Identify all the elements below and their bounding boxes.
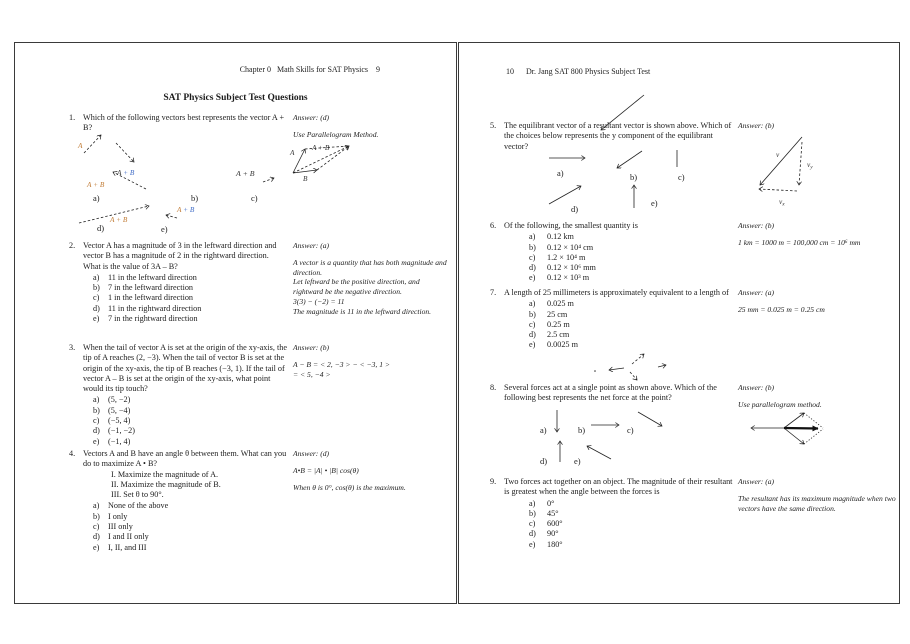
q8-option-diagrams: [540, 410, 662, 466]
vector-label: A + B: [177, 205, 195, 214]
vector-arrow: [549, 186, 581, 204]
vector-arrow: [617, 151, 642, 168]
question-number: 8.: [490, 383, 497, 392]
option-text: (−1, 4): [108, 436, 131, 446]
option-letter: c): [93, 416, 100, 426]
option-letter: d): [93, 532, 100, 542]
option-row: [529, 519, 892, 529]
option-text: 11 in the rightward direction: [108, 303, 202, 313]
q1-option-d-vector-diagram: [79, 206, 149, 224]
option-row: [93, 543, 461, 553]
vector-label: B: [303, 174, 308, 183]
question-number: 4.: [69, 449, 76, 458]
page-left-header: Chapter 0 Math Skills for SAT Physics 9: [239, 65, 380, 74]
option-text: 11 in the leftward direction: [108, 272, 197, 282]
question-text: Two forces act together on an object. The magnitude of their resultant is greatest when the angle between the forces is: [504, 477, 733, 497]
option-row: [93, 501, 461, 511]
option-letter: e): [93, 314, 100, 324]
option-letter: b): [93, 511, 100, 521]
question-1: [69, 113, 461, 139]
option-row: [529, 263, 892, 273]
option-text: 2.5 cm: [547, 330, 570, 340]
option-row: [93, 426, 461, 436]
option-row: [93, 416, 461, 426]
vector-arrow: [293, 149, 305, 173]
q1-option-e-label: e): [161, 224, 168, 234]
option-letter: e): [93, 542, 100, 552]
force-arrow: [632, 354, 644, 364]
option-text: 1 in the leftward direction: [108, 293, 194, 303]
explanation-line: 25 mm = 0.025 m = 0.25 cm: [738, 304, 825, 314]
option-text: III only: [108, 522, 133, 532]
option-row: [529, 273, 892, 283]
vector-arrow: [293, 170, 317, 173]
parallelogram-side: [317, 146, 349, 170]
option-row: [93, 532, 461, 542]
option-text: 7 in the rightward direction: [108, 314, 198, 324]
vector-label: A + B: [110, 215, 128, 224]
page-right-header: 10 Dr. Jang SAT 800 Physics Subject Test: [506, 67, 651, 76]
q5-option-c-label: c): [678, 172, 685, 182]
vector-arrow: [263, 178, 274, 182]
question-text: Vectors A and B have an angle θ between them. What can you do to maximize A • B?: [83, 449, 287, 469]
force-arrow: [609, 368, 624, 370]
vector-label: v: [776, 150, 780, 159]
option-row: [529, 253, 892, 263]
question-6: [490, 221, 892, 284]
vector-arrow: [116, 143, 134, 162]
net-force-arrow: [784, 428, 818, 429]
vector-arrow: [79, 206, 149, 223]
answer-label: Answer: (b): [738, 121, 775, 130]
option-letter: d): [93, 426, 100, 436]
option-row: [93, 395, 461, 405]
question-number: 1.: [69, 113, 76, 122]
option-text: 7 in the leftward direction: [108, 283, 194, 293]
option-row: [529, 330, 892, 340]
option-text: 0.025 m: [547, 299, 574, 309]
option-letter: c): [93, 293, 100, 303]
question-number: 2.: [69, 241, 76, 250]
parallelogram-side: [305, 146, 349, 149]
force-arrow: [784, 428, 804, 444]
option-text: (5, −2): [108, 395, 131, 405]
answer-label: Answer: (b): [738, 221, 775, 230]
vector-arrow: [587, 446, 611, 459]
option-letter: b): [529, 242, 536, 252]
option-text: 0.12 × 10⁶ mm: [547, 263, 596, 273]
vector-label: A + B: [236, 169, 255, 178]
question-text: Of the following, the smallest quantity is: [504, 221, 638, 230]
answer-label: Answer: (b): [293, 343, 330, 352]
option-text: 0.25 m: [547, 319, 570, 329]
option-letter: a): [93, 501, 100, 511]
q1-option-b-label: b): [191, 193, 199, 203]
option-letter: d): [529, 529, 536, 539]
statement-line: II. Maximize the magnitude of B.: [111, 479, 221, 489]
option-row: [529, 529, 892, 539]
option-row: [529, 320, 892, 330]
option-text: 90°: [547, 529, 559, 539]
vector-label: A: [78, 141, 83, 150]
resultant-arrow: [293, 146, 349, 173]
force-arrow: [784, 413, 804, 428]
q1-answer-parallelogram-figure: [289, 143, 349, 183]
explanation-line: Use parallelogram method.: [738, 399, 822, 409]
option-text: 600°: [547, 519, 563, 529]
option-letter: e): [529, 340, 536, 350]
answer-label: Answer: (d): [293, 449, 330, 458]
explanation-line: = < 5, −4 >: [293, 369, 331, 379]
question-9: [490, 477, 896, 550]
answer-label: Answer: (a): [738, 477, 775, 486]
question-7: [490, 288, 892, 351]
question-number: 6.: [490, 221, 497, 230]
q8-option-a-label: a): [540, 425, 547, 435]
option-text: 45°: [547, 508, 559, 518]
option-letter: e): [529, 273, 536, 283]
option-text: (−1, −2): [108, 426, 135, 436]
explanation-line: Let leftward be the positive direction, and rightward be the negative direction.: [293, 277, 420, 297]
answer-label: Answer: (a): [293, 241, 330, 250]
q8-option-d-label: d): [540, 456, 548, 466]
option-letter: b): [529, 508, 536, 518]
option-text: 0.0025 m: [547, 340, 578, 350]
option-text: I and II only: [108, 532, 149, 542]
option-text: 0.12 × 10⁴ cm: [547, 242, 594, 252]
option-letter: e): [93, 436, 100, 446]
option-text: I only: [108, 511, 128, 521]
q1-option-c-label: c): [251, 193, 258, 203]
option-letter: c): [529, 252, 536, 262]
q8-option-e-label: e): [574, 456, 581, 466]
q1-option-e-vector-diagram: [166, 205, 195, 218]
force-arrow: [658, 365, 666, 367]
option-letter: a): [529, 232, 536, 242]
q5-option-b-label: b): [630, 172, 638, 182]
q5-option-diagrams: [549, 150, 685, 214]
parallelogram-side: [804, 413, 823, 428]
question-number: 3.: [69, 343, 76, 352]
explanation-line: When θ is 0°, cos(θ) is the maximum.: [293, 482, 406, 492]
question-text: Which of the following vectors best represents the vector A + B?: [83, 113, 285, 133]
option-row: [529, 540, 892, 550]
option-letter: c): [93, 522, 100, 532]
vector-label: A + B: [117, 168, 135, 177]
question-text: Vector A has a magnitude of 3 in the leftward direction and vector B has a magnitude of 2 in the rightward direction. What is the value of 3A – B?: [83, 241, 277, 271]
vector-vx-arrow: [759, 189, 797, 191]
q1-option-b-vector-diagram: [77, 135, 135, 177]
option-row: [93, 437, 461, 447]
question-8: [490, 383, 892, 409]
vector-label: A + B: [87, 180, 105, 189]
option-letter: a): [529, 299, 536, 309]
q1-option-d-label: d): [97, 223, 105, 233]
option-letter: e): [529, 539, 536, 549]
force-arrow: [630, 372, 637, 380]
option-row: [93, 522, 461, 532]
option-text: 0°: [547, 498, 555, 508]
question-text: The equilibrant vector of a resultant vector is shown above. Which of the choices below represents the y component of the equilibrant vector?: [504, 121, 732, 151]
option-letter: b): [93, 405, 100, 415]
page-right: [458, 42, 900, 604]
force-point-mark: [594, 370, 596, 372]
option-letter: c): [529, 519, 536, 529]
answer-label: Answer: (d): [293, 113, 330, 122]
vector-arrow: [638, 412, 662, 426]
option-letter: b): [93, 283, 100, 293]
explanation-line: The resultant has its maximum magnitude when two vectors have the same direction.: [738, 493, 896, 513]
answer-label: Answer: (b): [738, 383, 775, 392]
option-letter: d): [529, 330, 536, 340]
option-text: 0.12 × 10³ m: [547, 273, 590, 283]
parallelogram-side: [804, 429, 823, 444]
question-5: [490, 121, 892, 152]
option-row: [529, 340, 892, 350]
question-text: Several forces act at a single point as shown above. Which of the following best represents the net force at the point?: [504, 383, 717, 403]
option-letter: a): [93, 272, 100, 282]
option-letter: d): [529, 263, 536, 273]
option-text: None of the above: [108, 501, 169, 511]
vector-arrow: [166, 215, 177, 218]
option-text: 25 cm: [547, 309, 568, 319]
question-number: 5.: [490, 121, 497, 130]
q8-forces-at-point-figure: [594, 354, 666, 380]
q8-answer-parallelogram-figure: [751, 413, 823, 444]
question-3: [69, 343, 461, 447]
explanation-line: A − B = < 2, −3 > − < −3, 1 >: [293, 359, 391, 369]
q1-option-c-vector-diagram: [235, 169, 274, 182]
explanation-line: Use Parallelogram Method.: [293, 129, 379, 139]
option-text: 0.12 km: [547, 232, 574, 242]
question-4: [69, 449, 461, 553]
question-2: [69, 241, 461, 324]
option-letter: b): [529, 309, 536, 319]
question-number: 7.: [490, 288, 497, 297]
option-text: (5, −4): [108, 405, 131, 415]
explanation-line: A vector is a quantity that has both magnitude and direction.: [293, 257, 447, 277]
q1-option-a-label: a): [93, 193, 100, 203]
option-text: (−5, 4): [108, 416, 131, 426]
option-row: [93, 512, 461, 522]
page-left: [14, 42, 457, 604]
vector-label: A + B: [312, 143, 330, 152]
option-letter: a): [93, 395, 100, 405]
vector-label: vx: [779, 197, 785, 208]
vector-label: A: [290, 148, 295, 157]
q5-option-d-label: d): [571, 204, 579, 214]
option-letter: d): [93, 303, 100, 313]
option-text: 1.2 × 10⁴ m: [547, 252, 586, 262]
option-text: I, II, and III: [108, 542, 147, 552]
answer-label: Answer: (a): [738, 288, 775, 297]
page-title: SAT Physics Subject Test Questions: [163, 93, 308, 103]
q8-option-c-label: c): [627, 425, 634, 435]
q8-option-b-label: b): [578, 425, 586, 435]
q5-option-e-label: e): [651, 198, 658, 208]
question-text: A length of 25 millimeters is approximately equivalent to a length of: [504, 288, 729, 297]
question-text: When the tail of vector A is set at the origin of the xy-axis, the tip of A reaches (2, −3). When the tail of vector B is set at the origin of the xy-axis, the tip of B reaches (−3, 1). If the tail of vector A – B is set at the origin of the xy-axis, what point would its tip touch?: [83, 343, 287, 394]
option-row: [93, 406, 461, 416]
vector-arrow: [113, 172, 146, 189]
option-letter: c): [529, 319, 536, 329]
vector-label: vy: [807, 160, 813, 171]
explanation-line: 1 km = 1000 m = 100,000 cm = 10⁶ mm: [738, 237, 861, 247]
option-letter: a): [529, 498, 536, 508]
q5-option-a-label: a): [557, 168, 564, 178]
explanation-line: The magnitude is 11 in the leftward direction.: [293, 306, 432, 316]
vector-arrow: [84, 135, 101, 153]
option-text: 180°: [547, 539, 563, 549]
statement-line: III. Set θ to 90°.: [111, 490, 164, 500]
explanation-line: A•B = |A| • |B| cos(θ): [293, 465, 359, 475]
statement-line: I. Maximize the magnitude of A.: [111, 469, 219, 479]
question-number: 9.: [490, 477, 497, 486]
q1-option-a-vector-diagram: [86, 172, 146, 189]
explanation-line: 3(3) − (−2) = 11: [293, 296, 345, 306]
